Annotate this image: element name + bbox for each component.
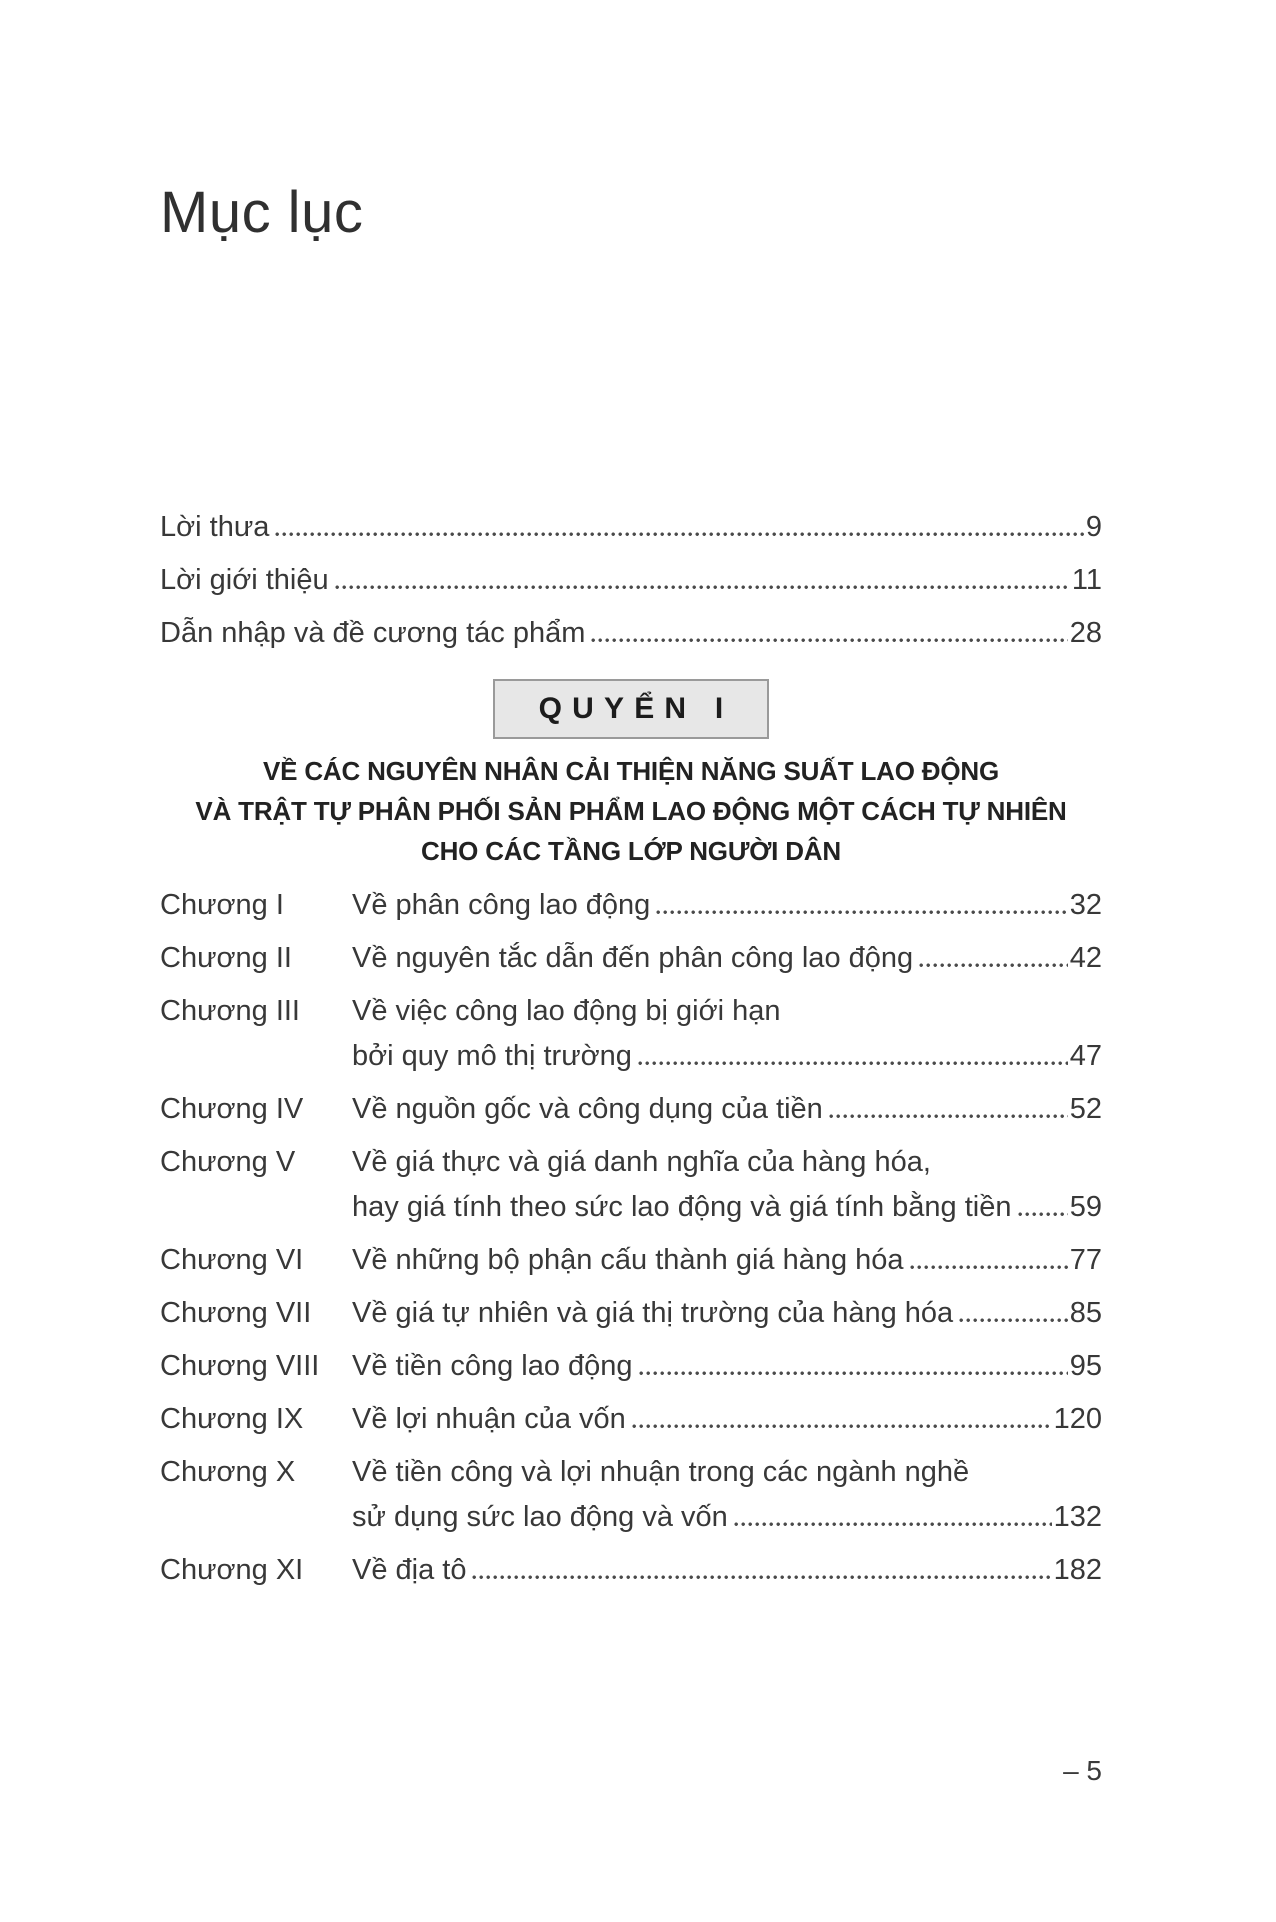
book-part-subtitle-line: VÀ TRẬT TỰ PHÂN PHỐI SẢN PHẨM LAO ĐỘNG MỘT CÁCH TỰ NHIÊN — [195, 796, 1067, 826]
chapter-label: Chương X — [160, 1456, 296, 1488]
toc-entry-page-number: 28 — [1069, 617, 1102, 649]
chapter-entry — [160, 1404, 1102, 1434]
chapter-label: Chương VI — [160, 1244, 304, 1276]
chapter-entry — [160, 1457, 1102, 1532]
toc-entry-title: Lời giới thiệu — [160, 564, 329, 596]
toc-entry-title: Dẫn nhập và đề cương tác phẩm — [160, 617, 586, 649]
chapter-entry — [160, 996, 1102, 1071]
chapter-title: Về địa tô — [352, 1554, 467, 1586]
chapter-title: Về giá tự nhiên và giá thị trường của hàng hóa — [352, 1297, 954, 1329]
chapter-body — [352, 1245, 1102, 1275]
dotted-leader — [335, 565, 1070, 595]
chapter-title: Về những bộ phận cấu thành giá hàng hóa — [352, 1244, 904, 1276]
book-part-label: QUYỂN I — [493, 679, 770, 739]
dotted-leader — [638, 1041, 1068, 1071]
chapter-title: Về phân công lao động — [352, 889, 651, 921]
chapter-body — [352, 1555, 1102, 1585]
chapter-title: Về tiền công lao động — [352, 1350, 633, 1382]
chapter-page-number: 132 — [1053, 1501, 1102, 1533]
chapter-entry — [160, 1351, 1102, 1381]
dotted-leader — [1018, 1192, 1068, 1222]
chapter-page-number: 32 — [1069, 889, 1102, 921]
chapter-label: Chương VII — [160, 1297, 312, 1329]
book-part-box-wrap — [160, 679, 1102, 739]
toc-entry — [160, 565, 1102, 595]
dotted-leader — [639, 1351, 1068, 1381]
chapter-title: Về nguồn gốc và công dụng của tiền — [352, 1093, 823, 1125]
chapter-label: Chương IV — [160, 1093, 304, 1125]
chapter-body — [352, 1457, 1102, 1532]
dotted-leader — [632, 1404, 1052, 1434]
chapter-body — [352, 1147, 1102, 1222]
chapter-body — [352, 996, 1102, 1071]
chapter-entry — [160, 1298, 1102, 1328]
chapter-entry — [160, 1094, 1102, 1124]
chapter-page-number: 95 — [1069, 1350, 1102, 1382]
toc-entry-title: Lời thưa — [160, 511, 270, 543]
chapter-label: Chương II — [160, 942, 292, 974]
chapter-page-number: 59 — [1069, 1191, 1102, 1223]
chapter-title-continued: sử dụng sức lao động và vốn — [352, 1501, 728, 1533]
toc-content — [160, 0, 1102, 1585]
chapter-entry — [160, 1555, 1102, 1585]
dotted-leader — [910, 1245, 1068, 1275]
chapter-body — [352, 1351, 1102, 1381]
toc-entry — [160, 618, 1102, 648]
chapter-page-number: 85 — [1069, 1297, 1102, 1329]
chapter-entry — [160, 943, 1102, 973]
chapter-label: Chương I — [160, 889, 284, 921]
front-matter-list — [160, 512, 1102, 648]
chapter-entry — [160, 1147, 1102, 1222]
toc-entry — [160, 512, 1102, 542]
chapter-label: Chương III — [160, 995, 300, 1027]
dotted-leader — [656, 890, 1067, 920]
dotted-leader — [959, 1298, 1068, 1328]
chapter-page-number: 42 — [1069, 942, 1102, 974]
chapter-title: Về giá thực và giá danh nghĩa của hàng hóa, — [352, 1146, 931, 1178]
chapter-body — [352, 1298, 1102, 1328]
chapter-entry — [160, 890, 1102, 920]
chapter-page-number: 182 — [1053, 1554, 1102, 1586]
chapter-body — [352, 1404, 1102, 1434]
toc-entry-page-number: 11 — [1071, 564, 1102, 596]
toc-entry-page-number: 9 — [1085, 511, 1102, 543]
dotted-leader — [829, 1094, 1068, 1124]
chapter-page-number: 52 — [1069, 1093, 1102, 1125]
chapter-label: Chương XI — [160, 1554, 304, 1586]
chapter-list — [160, 890, 1102, 1585]
chapter-label: Chương VIII — [160, 1350, 320, 1382]
chapter-page-number: 77 — [1069, 1244, 1102, 1276]
chapter-title: Về lợi nhuận của vốn — [352, 1403, 626, 1435]
chapter-body — [352, 943, 1102, 973]
book-part-subtitle-line: CHO CÁC TẦNG LỚP NGƯỜI DÂN — [421, 836, 841, 866]
dotted-leader — [734, 1502, 1052, 1532]
dotted-leader — [919, 943, 1068, 973]
chapter-body — [352, 890, 1102, 920]
chapter-page-number: 120 — [1053, 1403, 1102, 1435]
page-title: Mục lục — [160, 180, 364, 245]
chapter-label: Chương V — [160, 1146, 296, 1178]
dotted-leader — [591, 618, 1067, 648]
book-part-subtitle-line: VỀ CÁC NGUYÊN NHÂN CẢI THIỆN NĂNG SUẤT LAO ĐỘNG — [263, 756, 999, 786]
page-number-footer: – 5 — [1063, 1755, 1102, 1786]
chapter-entry — [160, 1245, 1102, 1275]
chapter-title-continued: hay giá tính theo sức lao động và giá tính bằng tiền — [352, 1191, 1012, 1223]
chapter-title-continued: bởi quy mô thị trường — [352, 1040, 632, 1072]
chapter-page-number: 47 — [1069, 1040, 1102, 1072]
chapter-title: Về tiền công và lợi nhuận trong các ngành nghề — [352, 1456, 970, 1488]
chapter-title: Về nguyên tắc dẫn đến phân công lao động — [352, 942, 914, 974]
chapter-title: Về việc công lao động bị giới hạn — [352, 995, 781, 1027]
chapter-body — [352, 1094, 1102, 1124]
chapter-label: Chương IX — [160, 1403, 304, 1435]
dotted-leader — [472, 1555, 1051, 1585]
dotted-leader — [275, 512, 1083, 542]
book-part-subtitle — [160, 751, 1102, 871]
